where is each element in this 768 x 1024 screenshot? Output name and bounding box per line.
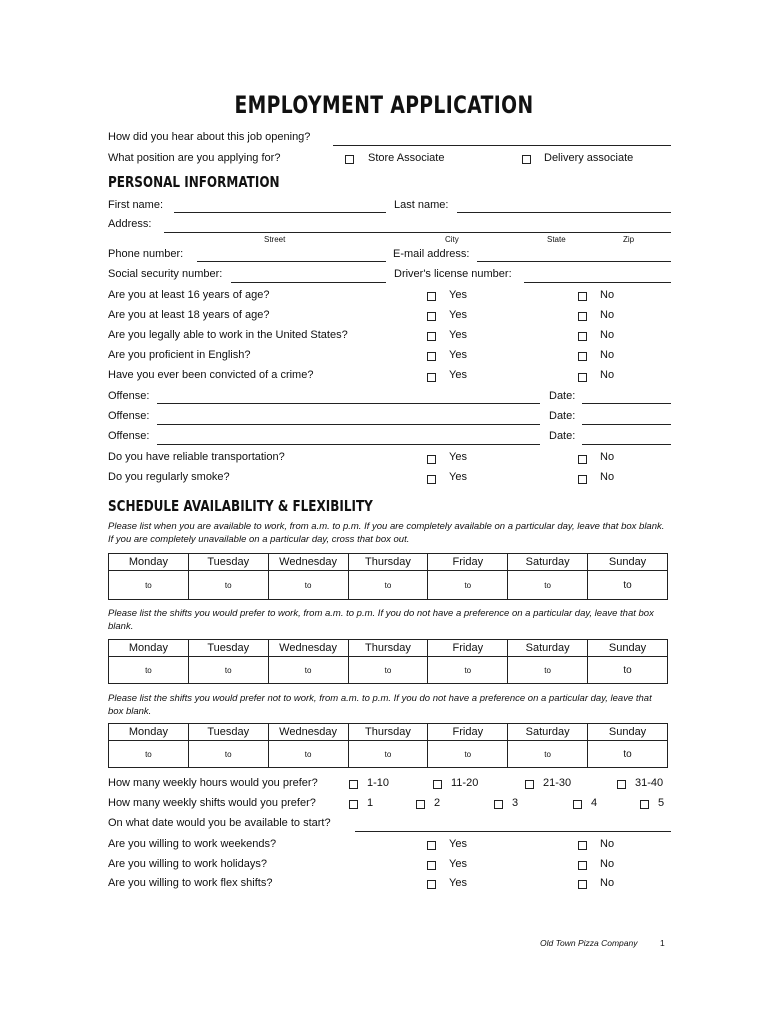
- shifts-option-label: 4: [591, 797, 598, 809]
- yes-checkbox[interactable]: [427, 880, 436, 889]
- no-label: No: [600, 838, 615, 850]
- day-header-thursday: Thursday: [348, 640, 428, 657]
- time-cell[interactable]: to: [109, 571, 189, 600]
- no-checkbox[interactable]: [578, 880, 587, 889]
- start-date-label: On what date would you be available to start?: [108, 817, 331, 829]
- no-label: No: [600, 877, 615, 889]
- question-label: Are you proficient in English?: [108, 349, 251, 361]
- time-cell[interactable]: to: [508, 657, 588, 684]
- day-header-saturday: Saturday: [508, 554, 588, 571]
- street-sublabel: Street: [264, 235, 286, 244]
- yes-label: Yes: [449, 289, 467, 301]
- yes-label: Yes: [449, 451, 467, 463]
- shifts-5-checkbox[interactable]: [640, 800, 649, 809]
- shifts-option-label: 2: [434, 797, 441, 809]
- day-header-thursday: Thursday: [348, 724, 428, 741]
- instructions-preferred: Please list the shifts you would prefer to work, from a.m. to p.m. If you do not have a preference on a particular day, leave that box blank.: [108, 608, 654, 632]
- shifts-3-checkbox[interactable]: [494, 800, 503, 809]
- shifts-option-label: 5: [658, 797, 665, 809]
- no-checkbox[interactable]: [578, 292, 587, 301]
- preferred-shifts-table: [108, 639, 668, 684]
- time-cell[interactable]: to: [428, 657, 508, 684]
- time-cell[interactable]: to: [588, 657, 668, 684]
- day-header-saturday: Saturday: [508, 640, 588, 657]
- hear-label: How did you hear about this job opening?: [108, 131, 311, 143]
- day-header-sunday: Sunday: [588, 724, 668, 741]
- personal-info-heading: PERSONAL INFORMATION: [108, 173, 280, 191]
- question-label: Have you ever been convicted of a crime?: [108, 369, 314, 381]
- no-checkbox[interactable]: [578, 475, 587, 484]
- no-label: No: [600, 309, 615, 321]
- page-number: 1: [660, 938, 665, 948]
- time-cell[interactable]: to: [109, 741, 189, 768]
- email-label: E-mail address:: [393, 248, 470, 260]
- yes-checkbox[interactable]: [427, 292, 436, 301]
- no-label: No: [600, 329, 615, 341]
- schedule-heading: SCHEDULE AVAILABILITY & FLEXIBILITY: [108, 497, 373, 515]
- license-label: Driver's license number:: [394, 268, 512, 280]
- position-label: What position are you applying for?: [108, 152, 281, 164]
- shifts-2-checkbox[interactable]: [416, 800, 425, 809]
- store-associate-label: Store Associate: [368, 152, 445, 164]
- time-cell[interactable]: to: [508, 741, 588, 768]
- yes-checkbox[interactable]: [427, 352, 436, 361]
- shifts-4-checkbox[interactable]: [573, 800, 582, 809]
- yes-label: Yes: [449, 309, 467, 321]
- yes-checkbox[interactable]: [427, 475, 436, 484]
- time-cell[interactable]: to: [188, 741, 268, 768]
- phone-label: Phone number:: [108, 248, 184, 260]
- delivery-associate-label: Delivery associate: [544, 152, 634, 164]
- no-label: No: [600, 369, 615, 381]
- weekly-shifts-label: How many weekly shifts would you prefer?: [108, 797, 316, 809]
- offense-label: Offense:: [108, 410, 150, 422]
- question-label: Do you regularly smoke?: [108, 471, 230, 483]
- zip-sublabel: Zip: [623, 235, 635, 244]
- offense-date-field[interactable]: [582, 424, 671, 425]
- yes-checkbox[interactable]: [427, 312, 436, 321]
- day-header-monday: Monday: [109, 724, 189, 741]
- first-name-field[interactable]: [174, 212, 386, 213]
- weekly-hours-label: How many weekly hours would you prefer?: [108, 777, 318, 789]
- time-cell[interactable]: to: [188, 657, 268, 684]
- date-label: Date:: [549, 390, 576, 402]
- day-header-wednesday: Wednesday: [268, 554, 348, 571]
- question-label: Are you willing to work weekends?: [108, 838, 277, 850]
- question-label: Are you at least 18 years of age?: [108, 309, 270, 321]
- hours-option-label: 1-10: [367, 777, 390, 789]
- question-label: Are you willing to work holidays?: [108, 858, 267, 870]
- day-header-monday: Monday: [109, 554, 189, 571]
- email-field[interactable]: [477, 261, 671, 262]
- shifts-option-label: 3: [512, 797, 519, 809]
- hours-21-30-checkbox[interactable]: [525, 780, 534, 789]
- start-date-field[interactable]: [355, 831, 671, 832]
- yes-checkbox[interactable]: [427, 455, 436, 464]
- yes-label: Yes: [449, 349, 467, 361]
- time-cell[interactable]: to: [268, 657, 348, 684]
- yes-checkbox[interactable]: [427, 841, 436, 850]
- time-cell[interactable]: to: [188, 571, 268, 600]
- offense-field[interactable]: [157, 403, 540, 404]
- instructions-not-preferred: Please list the shifts you would prefer not to work, from a.m. to p.m. If you do not have a preference on a particular day, leave that box blank.: [108, 693, 652, 717]
- hours-option-label: 31-40: [635, 777, 664, 789]
- time-cell[interactable]: to: [348, 571, 428, 600]
- day-header-saturday: Saturday: [508, 724, 588, 741]
- address-label: Address:: [108, 218, 152, 230]
- no-checkbox[interactable]: [578, 373, 587, 382]
- no-label: No: [600, 289, 615, 301]
- offense-label: Offense:: [108, 390, 150, 402]
- no-label: No: [600, 471, 615, 483]
- day-header-thursday: Thursday: [348, 554, 428, 571]
- no-checkbox[interactable]: [578, 841, 587, 850]
- state-sublabel: State: [547, 235, 566, 244]
- yes-label: Yes: [449, 471, 467, 483]
- hours-1-10-checkbox[interactable]: [349, 780, 358, 789]
- hear-field[interactable]: [333, 145, 671, 146]
- first-name-label: First name:: [108, 199, 164, 211]
- time-cell[interactable]: to: [268, 741, 348, 768]
- no-label: No: [600, 349, 615, 361]
- no-label: No: [600, 858, 615, 870]
- no-checkbox[interactable]: [578, 312, 587, 321]
- time-cell[interactable]: to: [508, 571, 588, 600]
- time-cell[interactable]: to: [109, 657, 189, 684]
- shifts-1-checkbox[interactable]: [349, 800, 358, 809]
- yes-label: Yes: [449, 877, 467, 889]
- yes-label: Yes: [449, 369, 467, 381]
- license-field[interactable]: [524, 282, 671, 283]
- no-label: No: [600, 451, 615, 463]
- instructions-availability: Please list when you are available to work, from a.m. to p.m. If you are completely available on a particular day, leave that box blank. If you are completely unavailable on a particular day, cross that box out.: [108, 521, 665, 545]
- address-field[interactable]: [164, 232, 671, 233]
- yes-label: Yes: [449, 838, 467, 850]
- yes-label: Yes: [449, 329, 467, 341]
- page-title: EMPLOYMENT APPLICATION: [234, 91, 534, 119]
- no-checkbox[interactable]: [578, 352, 587, 361]
- time-cell[interactable]: to: [348, 657, 428, 684]
- day-header-friday: Friday: [428, 640, 508, 657]
- store-associate-checkbox[interactable]: [345, 155, 354, 164]
- offense-date-field[interactable]: [582, 444, 671, 445]
- day-header-friday: Friday: [428, 554, 508, 571]
- yes-checkbox[interactable]: [427, 332, 436, 341]
- time-cell[interactable]: to: [588, 741, 668, 768]
- question-label: Are you at least 16 years of age?: [108, 289, 270, 301]
- day-header-tuesday: Tuesday: [188, 724, 268, 741]
- day-header-tuesday: Tuesday: [188, 640, 268, 657]
- date-label: Date:: [549, 430, 576, 442]
- availability-table: [108, 553, 668, 600]
- yes-label: Yes: [449, 858, 467, 870]
- offense-label: Offense:: [108, 430, 150, 442]
- time-cell[interactable]: to: [428, 571, 508, 600]
- day-header-sunday: Sunday: [588, 554, 668, 571]
- no-checkbox[interactable]: [578, 861, 587, 870]
- time-cell[interactable]: to: [588, 571, 668, 600]
- offense-field[interactable]: [157, 424, 540, 425]
- ssn-field[interactable]: [231, 282, 386, 283]
- yes-checkbox[interactable]: [427, 861, 436, 870]
- day-header-monday: Monday: [109, 640, 189, 657]
- city-sublabel: City: [445, 235, 459, 244]
- no-checkbox[interactable]: [578, 332, 587, 341]
- time-cell[interactable]: to: [348, 741, 428, 768]
- shifts-option-label: 1: [367, 797, 374, 809]
- question-label: Are you willing to work flex shifts?: [108, 877, 273, 889]
- offense-date-field[interactable]: [582, 403, 671, 404]
- ssn-label: Social security number:: [108, 268, 223, 280]
- time-cell[interactable]: to: [268, 571, 348, 600]
- hours-option-label: 11-20: [451, 777, 479, 789]
- date-label: Date:: [549, 410, 576, 422]
- not-preferred-shifts-table: [108, 723, 668, 768]
- day-header-tuesday: Tuesday: [188, 554, 268, 571]
- question-label: Are you legally able to work in the United States?: [108, 329, 348, 341]
- delivery-associate-checkbox[interactable]: [522, 155, 531, 164]
- phone-field[interactable]: [197, 261, 386, 262]
- day-header-wednesday: Wednesday: [268, 724, 348, 741]
- day-header-friday: Friday: [428, 724, 508, 741]
- time-cell[interactable]: to: [428, 741, 508, 768]
- hours-31-40-checkbox[interactable]: [617, 780, 626, 789]
- yes-checkbox[interactable]: [427, 373, 436, 382]
- offense-field[interactable]: [157, 444, 540, 445]
- last-name-label: Last name:: [394, 199, 449, 211]
- last-name-field[interactable]: [457, 212, 671, 213]
- question-label: Do you have reliable transportation?: [108, 451, 285, 463]
- footer-company: Old Town Pizza Company: [540, 938, 638, 948]
- no-checkbox[interactable]: [578, 455, 587, 464]
- hours-11-20-checkbox[interactable]: [433, 780, 442, 789]
- hours-option-label: 21-30: [543, 777, 572, 789]
- day-header-sunday: Sunday: [588, 640, 668, 657]
- day-header-wednesday: Wednesday: [268, 640, 348, 657]
